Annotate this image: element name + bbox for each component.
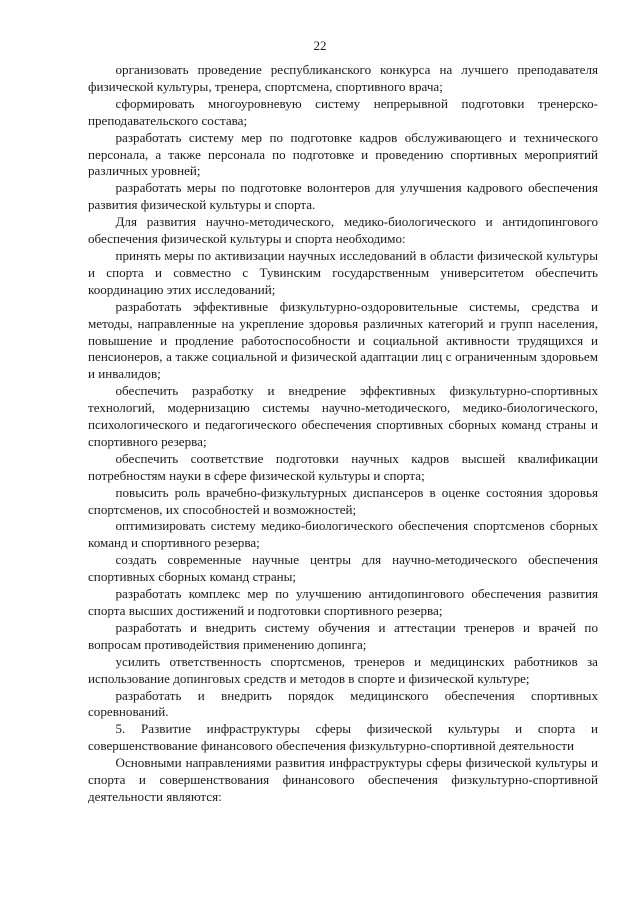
paragraph: разработать комплекс мер по улучшению антидопингового обеспечения развития спорта высших достижений и подготовки спортивного резерва; (88, 586, 598, 618)
section-heading: 5. Развитие инфраструктуры сферы физической культуры и спорта и совершенствование финансового обеспечения физкультурно-спортивной деятельности (88, 721, 598, 754)
page-number: 22 (313, 38, 327, 53)
paragraph: Для развития научно-методического, медико-биологического и антидопингового обеспечения физической культуры и спорта необходимо: (88, 214, 598, 247)
paragraph: разработать эффективные физкультурно-оздоровительные системы, средства и методы, направленные на укрепление здоровья различных категорий и групп населения, повышение и продление работоспособности и социальной активности трудящихся и пенсионеров, а также социальной и физической адаптации лиц с ограниченным здоровьем и инвалидов; (88, 298, 598, 382)
paragraph: сформировать многоуровневую систему непрерывной подготовки тренерско-преподавательского состава; (88, 95, 598, 128)
paragraph: оптимизировать систему медико-биологического обеспечения спортсменов сборных команд и спортивного резерва; (88, 518, 598, 551)
paragraph: повысить роль врачебно-физкультурных диспансеров в оценке состояния здоровья спортсменов, их способностей и возможностей; (88, 484, 598, 517)
document-body (88, 62, 598, 806)
paragraph: организовать проведение республиканского конкурса на лучшего преподавателя физической культуры, тренера, спортсмена, спортивного врача; (88, 62, 598, 94)
paragraph: разработать и внедрить порядок медицинского обеспечения спортивных соревнований. (88, 687, 598, 720)
paragraph: обеспечить разработку и внедрение эффективных физкультурно-спортивных технологий, модернизацию системы научно-методического, медико-биологического, психологического и педагогического обеспечения спортивных сборных команд страны и спортивного резерва; (88, 383, 598, 449)
paragraph: разработать и внедрить систему обучения и аттестации тренеров и врачей по вопросам противодействия применению допинга; (88, 619, 598, 652)
paragraph: обеспечить соответствие подготовки научных кадров высшей квалификации потребностям науки в сфере физической культуры и спорта; (88, 450, 598, 483)
paragraph: разработать меры по подготовке волонтеров для улучшения кадрового обеспечения развития физической культуры и спорта. (88, 180, 598, 213)
paragraph: создать современные научные центры для научно-методического обеспечения спортивных сборных команд страны; (88, 552, 598, 585)
paragraph: разработать систему мер по подготовке кадров обслуживающего и технического персонала, а также персонала по подготовке и проведению спортивных мероприятий различных уровней; (88, 129, 598, 179)
paragraph: принять меры по активизации научных исследований в области физической культуры и спорта и совместно с Тувинским государственным университетом обеспечить координацию этих исследований; (88, 247, 598, 297)
paragraph: усилить ответственность спортсменов, тренеров и медицинских работников за использование допинговых средств и методов в спорте и физической культуре; (88, 653, 598, 686)
paragraph: Основными направлениями развития инфраструктуры сферы физической культуры и спорта и совершенствования финансового обеспечения физкультурно-спортивной деятельности являются: (88, 755, 598, 804)
